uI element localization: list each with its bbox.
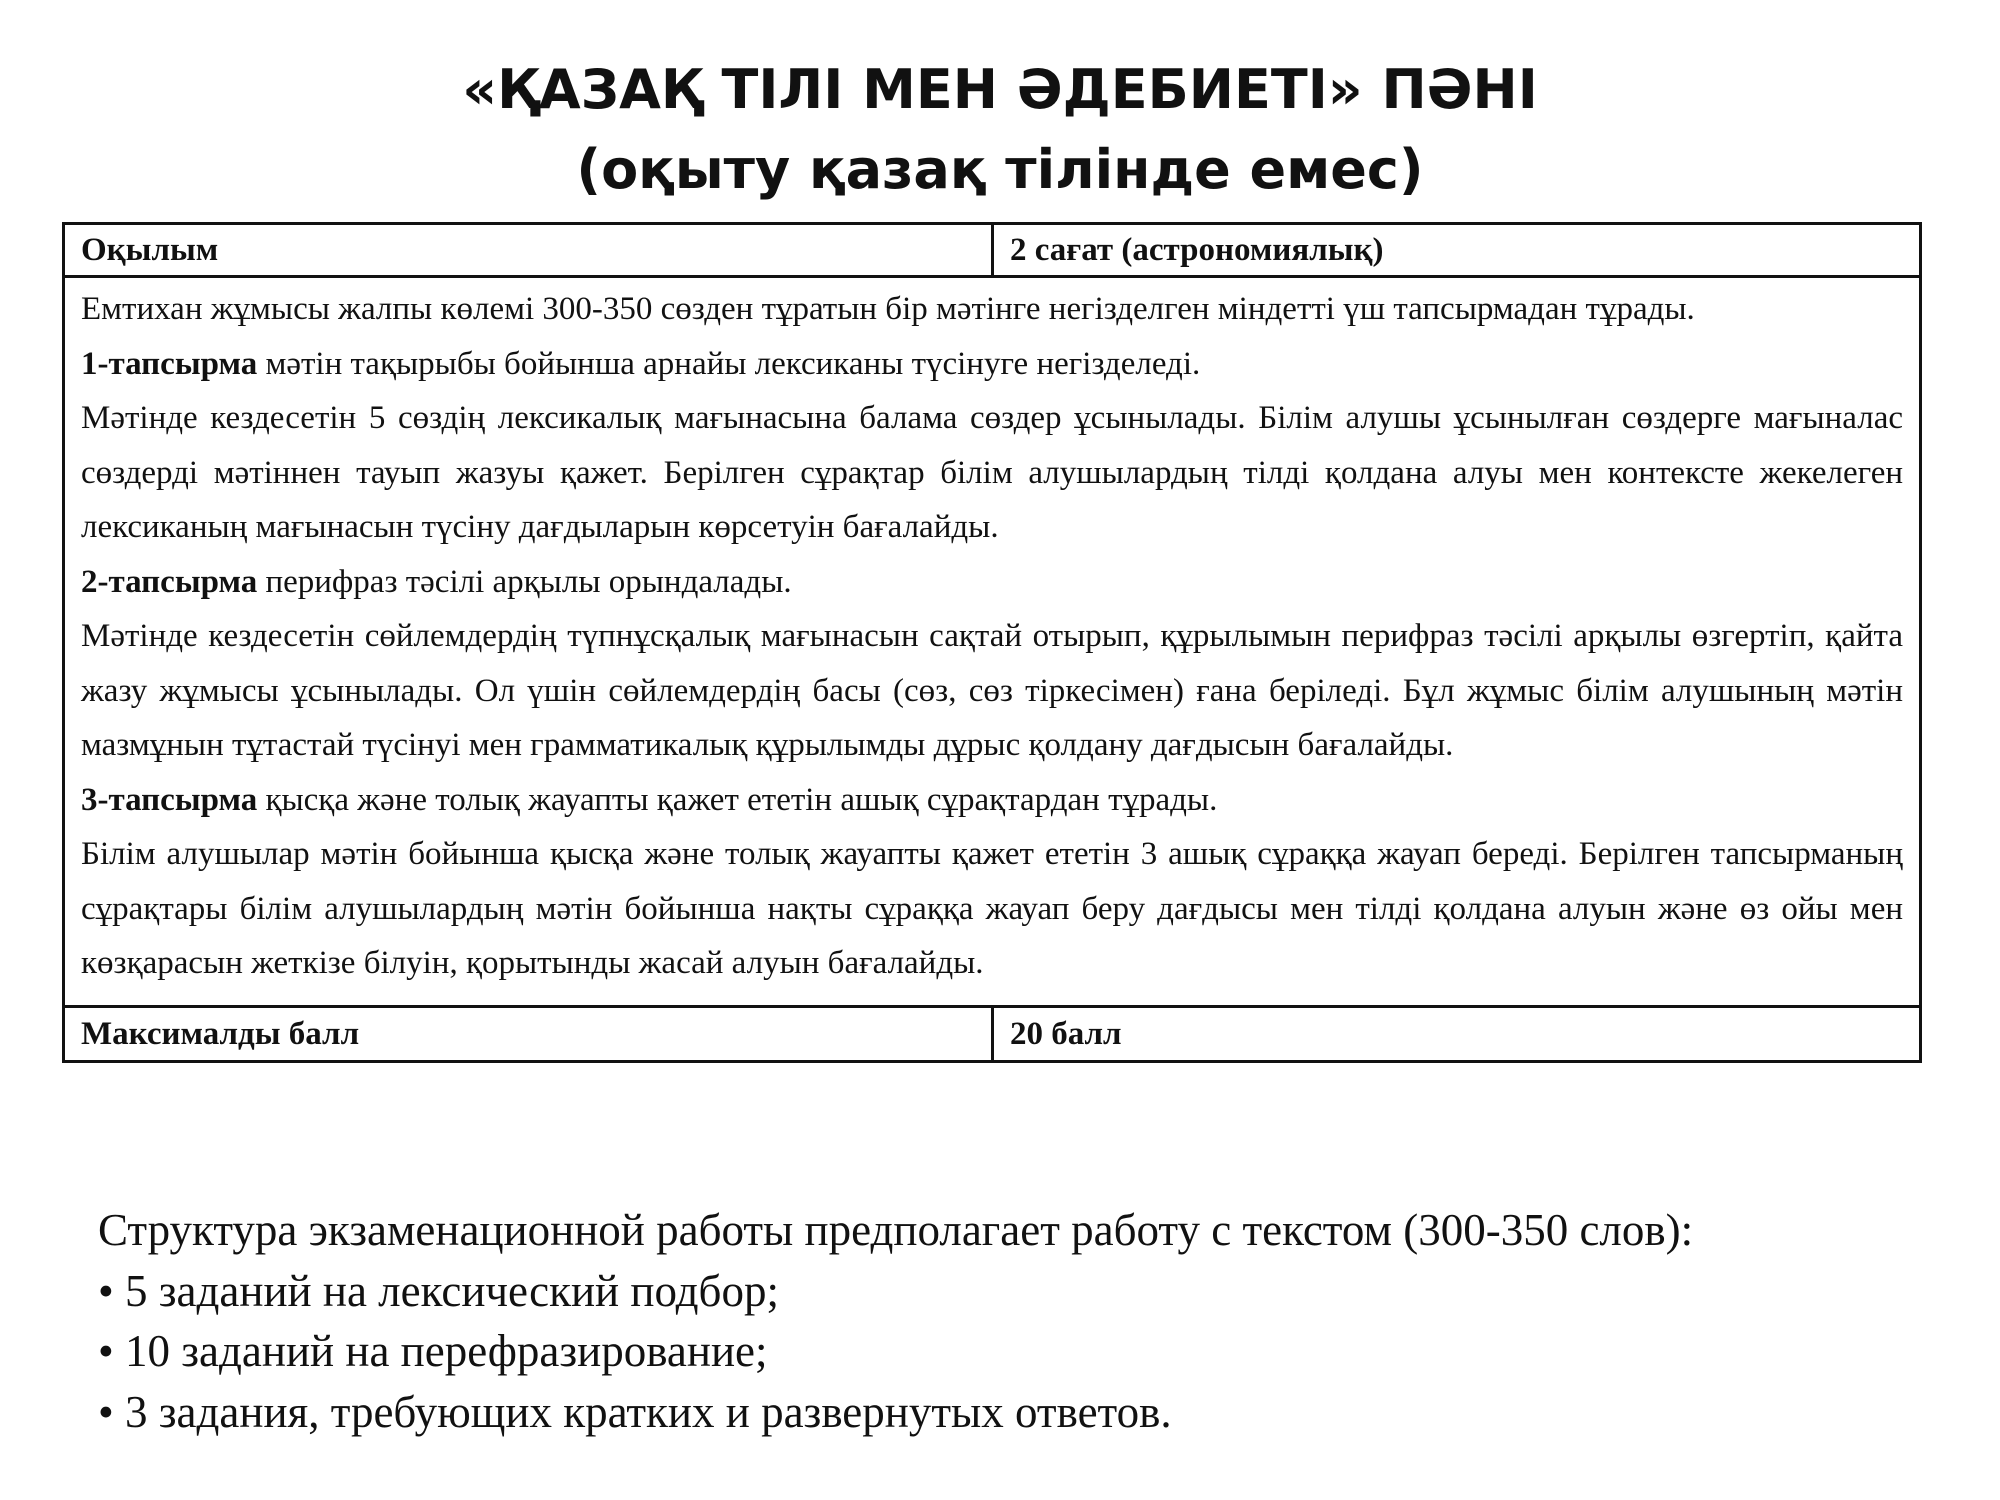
list-item: • 10 заданий на перефразирование; (98, 1326, 768, 1376)
table-header-row (64, 224, 1921, 277)
task-1-summary-text: мәтін тақырыбы бойынша арнайы лексиканы түсінуге негізделеді. (257, 345, 1201, 382)
page-title (0, 50, 2000, 210)
table-footer-row (64, 1006, 1921, 1061)
task-1-detail: Мәтінде кездесетін 5 сөздің лексикалық мағынасына балама сөздер ұсынылады. Білім алушы ұсынылған сөздерге мағыналас сөздерді мәтіннен тауып жазуы қажет. Берілген сұрақтар білім алушылардың тілді қолдана алуы мен контексте жекелеген лексиканың мағынасын түсіну дағдыларын көрсетуін бағалайды. (81, 400, 1903, 545)
page-title-line-2: (оқыту қазақ тілінде емес) (576, 138, 1424, 201)
intro-paragraph: Емтихан жұмысы жалпы көлемі 300-350 сөзден тұратын бір мәтінге негізделген міндетті үш тапсырмадан тұрады. (81, 291, 1695, 327)
task-2-label: 2-тапсырма (81, 563, 258, 600)
task-3-summary-text: қысқа және толық жауапты қажет ететін ашық сұрақтардан тұрады. (257, 781, 1218, 818)
table-body-row (64, 277, 1921, 1007)
task-1-summary (81, 337, 1903, 392)
task-3-summary (81, 773, 1903, 828)
list-item: • 3 задания, требующих кратких и развернутых ответов. (98, 1386, 1172, 1437)
footer-max-score-value: 20 балл (993, 1006, 1921, 1061)
exam-structure-table (62, 222, 1922, 1063)
header-duration: 2 сағат (астрономиялық) (993, 224, 1921, 277)
footer-max-score-label: Максималды балл (64, 1006, 993, 1061)
summary-list (98, 1261, 1838, 1443)
header-section-name: Оқылым (64, 224, 993, 277)
task-2-summary (81, 555, 1903, 610)
summary-block (98, 1200, 1838, 1442)
summary-intro: Структура экзаменационной работы предполагает работу с текстом (300-350 слов): (98, 1205, 1694, 1255)
task-1-label: 1-тапсырма (81, 345, 258, 382)
task-3-detail: Білім алушылар мәтін бойынша қысқа және толық жауапты қажет ететін 3 ашық сұраққа жауап береді. Берілген тапсырманың сұрақтары білім алушылардың мәтін бойынша нақты сұраққа жауап беру дағдысы мен тілді қолдана алуын және өз ойы мен көзқарасын жеткізе білуін, қорытынды жасай алуын бағалайды. (81, 836, 1903, 981)
table-body-cell (64, 277, 1921, 1007)
page-title-line-1: «ҚАЗАҚ ТІЛІ МЕН ӘДЕБИЕТІ» ПӘНІ (462, 58, 1538, 121)
task-3-label: 3-тапсырма (81, 781, 258, 818)
list-item: • 5 заданий на лексический подбор; (98, 1265, 779, 1316)
task-2-detail: Мәтінде кездесетін сөйлемдердің түпнұсқалық мағынасын сақтай отырып, құрылымын перифраз тәсілі арқылы өзгертіп, қайта жазу жұмысы ұсынылады. Ол үшін сөйлемдердің басы (сөз, сөз тіркесімен) ғана беріледі. Бұл жұмыс білім алушының мәтін мазмұнын тұтастай түсінуі мен грамматикалық құрылымды дұрыс қолдану дағдысын бағалайды. (81, 618, 1903, 763)
task-2-summary-text: перифраз тәсілі арқылы орындалады. (257, 563, 792, 600)
